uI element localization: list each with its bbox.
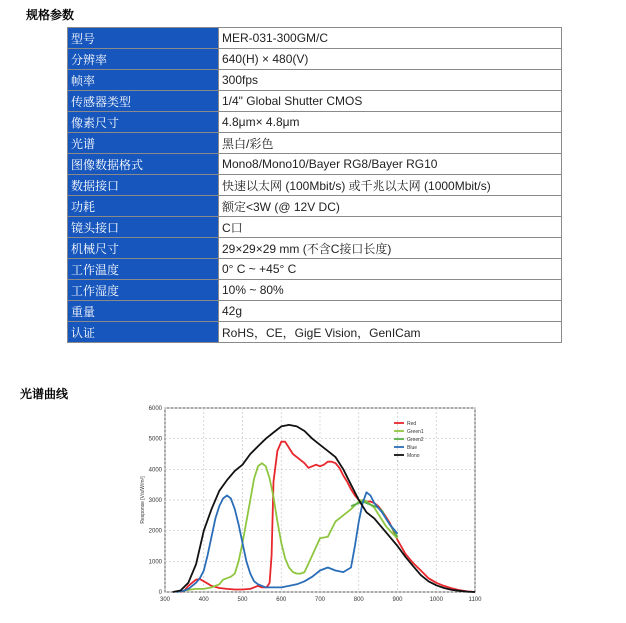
spec-label: 分辨率 [68,49,219,70]
spec-row [68,196,562,217]
spec-label: 认证 [68,322,219,343]
legend-label: Blue [407,445,418,451]
spec-value: 29×29×29 mm (不含C接口长度) [219,238,562,259]
spec-value: 1/4" Global Shutter CMOS [219,91,562,112]
x-tick-label: 1000 [429,597,443,603]
spec-value: 300fps [219,70,562,91]
spec-row [68,112,562,133]
x-tick-label: 300 [159,597,171,603]
spec-value: 额定<3W (@ 12V DC) [219,196,562,217]
spec-value: 42g [219,301,562,322]
x-tick-label: 600 [276,597,287,603]
spec-row [68,70,562,91]
spec-row [68,259,562,280]
y-tick-label: 4000 [148,467,162,474]
legend-label: Mono [407,453,420,459]
spec-label: 功耗 [68,196,219,217]
y-axis-label: Response [V/s/W/m²] [140,476,146,524]
x-tick-label: 800 [353,597,364,603]
y-tick-label: 2000 [148,528,162,535]
spec-label: 镜头接口 [68,217,219,238]
spectral-response-chart [134,401,484,606]
spec-label: 数据接口 [68,175,219,196]
x-tick-label: 700 [314,597,326,603]
spec-row [68,322,562,343]
x-tick-label: 900 [392,597,403,603]
spec-value: 10% ~ 80% [219,280,562,301]
spec-value: Mono8/Mono10/Bayer RG8/Bayer RG10 [219,154,562,175]
spec-row [68,154,562,175]
spectral-curve-title: 光谱曲线 [20,387,69,401]
spec-label: 像素尺寸 [68,112,219,133]
spec-value: 4.8μm× 4.8μm [219,112,562,133]
spec-table [67,27,562,343]
spec-label: 机械尺寸 [68,238,219,259]
spec-row [68,91,562,112]
y-tick-label: 3000 [148,498,162,504]
y-tick-label: 5000 [148,436,162,443]
x-tick-label: 1100 [468,597,482,603]
spec-row [68,238,562,259]
y-tick-label: 6000 [148,406,162,412]
spec-label: 工作湿度 [68,280,219,301]
spec-value: 黑白/彩色 [219,133,562,154]
legend-label: Green2 [407,437,424,443]
spec-row [68,280,562,301]
spec-row [68,133,562,154]
spec-label: 传感器类型 [68,91,219,112]
y-tick-label: 1000 [148,559,162,566]
spec-value: 0° C ~ +45° C [219,259,562,280]
spec-row [68,301,562,322]
spec-value: 640(H) × 480(V) [219,49,562,70]
spec-label: 重量 [68,301,219,322]
x-tick-label: 400 [198,597,209,603]
spec-label: 光谱 [68,133,219,154]
spec-value: RoHS，CE，GigE Vision，GenICam [219,322,562,343]
spec-row [68,49,562,70]
x-tick-label: 500 [237,597,248,603]
spec-row [68,28,562,49]
spec-row [68,175,562,196]
spec-value: C口 [219,217,562,238]
spec-label: 帧率 [68,70,219,91]
spec-label: 型号 [68,28,219,49]
spec-row [68,217,562,238]
spec-label: 工作温度 [68,259,219,280]
spec-label: 图像数据格式 [68,154,219,175]
legend-label: Green1 [407,429,424,435]
legend-label: Red [407,421,417,427]
y-tick-label: 0 [158,590,162,596]
spec-section-title: 规格参数 [26,8,75,22]
spec-value: MER-031-300GM/C [219,28,562,49]
spec-value: 快速以太网 (100Mbit/s) 或千兆以太网 (1000Mbit/s) [219,175,562,196]
